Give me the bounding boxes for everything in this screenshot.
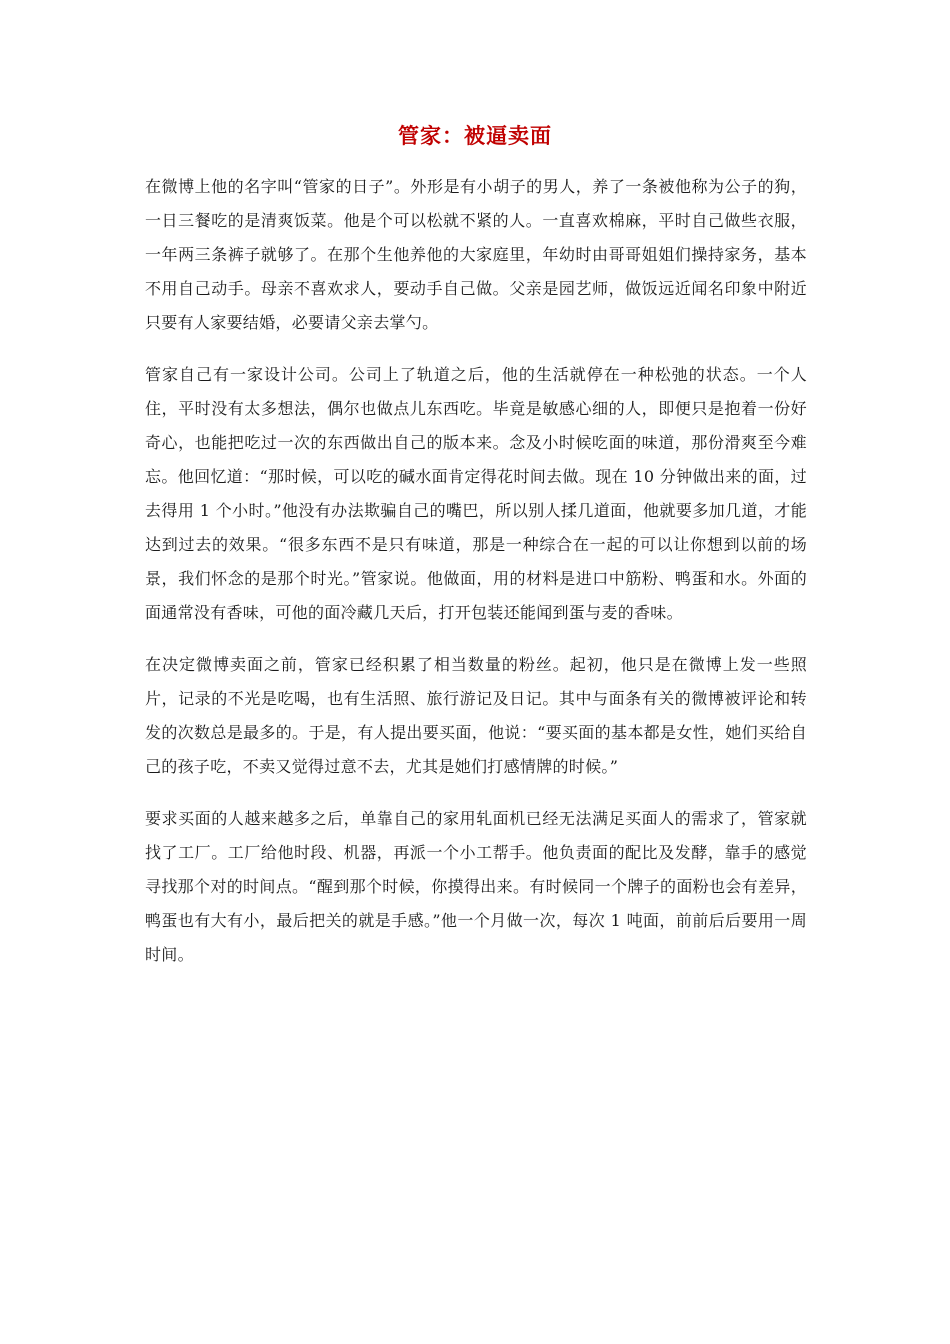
article-body bbox=[145, 170, 807, 990]
paragraph-2: 管家自己有一家设计公司。公司上了轨道之后，他的生活就停在一种松弛的状态。一个人住，平时没有太多想法，偶尔也做点儿东西吃。毕竟是敏感心细的人，即便只是抱着一份好奇心，也能把吃过一次的东西做出自己的版本来。念及小时候吃面的味道，那份滑爽至今难忘。他回忆道：“那时候，可以吃的碱水面肯定得花时间去做。现在 10 分钟做出来的面，过去得用 1 个小时。”他没有办法欺骗自己的嘴巴，所以别人揉几道面，他就要多加几道，才能达到过去的效果。“很多东西不是只有味道，那是一种综合在一起的可以让你想到以前的场景，我们怀念的是那个时光。”管家说。他做面，用的材料是进口中筋粉、鸭蛋和水。外面的面通常没有香味，可他的面冷藏几天后，打开包装还能闻到蛋与麦的香味。 bbox=[145, 365, 807, 622]
paragraph-4: 要求买面的人越来越多之后，单靠自己的家用轧面机已经无法满足买面人的需求了，管家就找了工厂。工厂给他时段、机器，再派一个小工帮手。他负责面的配比及发酵，靠手的感觉寻找那个对的时间点。“醒到那个时候，你摸得出来。有时候同一个牌子的面粉也会有差异，鸭蛋也有大有小，最后把关的就是手感。”他一个月做一次，每次 1 吨面，前前后后要用一周时间。 bbox=[145, 809, 807, 964]
paragraph-3: 在决定微博卖面之前，管家已经积累了相当数量的粉丝。起初，他只是在微博上发一些照片，记录的不光是吃喝，也有生活照、旅行游记及日记。其中与面条有关的微博被评论和转发的次数总是最多的。于是，有人提出要买面，他说：“要买面的基本都是女性，她们买给自己的孩子吃，不卖又觉得过意不去，尤其是她们打感情牌的时候。” bbox=[145, 655, 807, 776]
article-title: 管家：被逼卖面 bbox=[398, 124, 552, 148]
paragraph-1: 在微博上他的名字叫“管家的日子”。外形是有小胡子的男人，养了一条被他称为公子的狗，一日三餐吃的是清爽饭菜。他是个可以松就不紧的人。一直喜欢棉麻，平时自己做些衣服，一年两三条裤子就够了。在那个生他养他的大家庭里，年幼时由哥哥姐姐们操持家务，基本不用自己动手。母亲不喜欢求人，要动手自己做。父亲是园艺师，做饭远近闻名印象中附近只要有人家要结婚，必要请父亲去掌勺。 bbox=[145, 177, 807, 332]
